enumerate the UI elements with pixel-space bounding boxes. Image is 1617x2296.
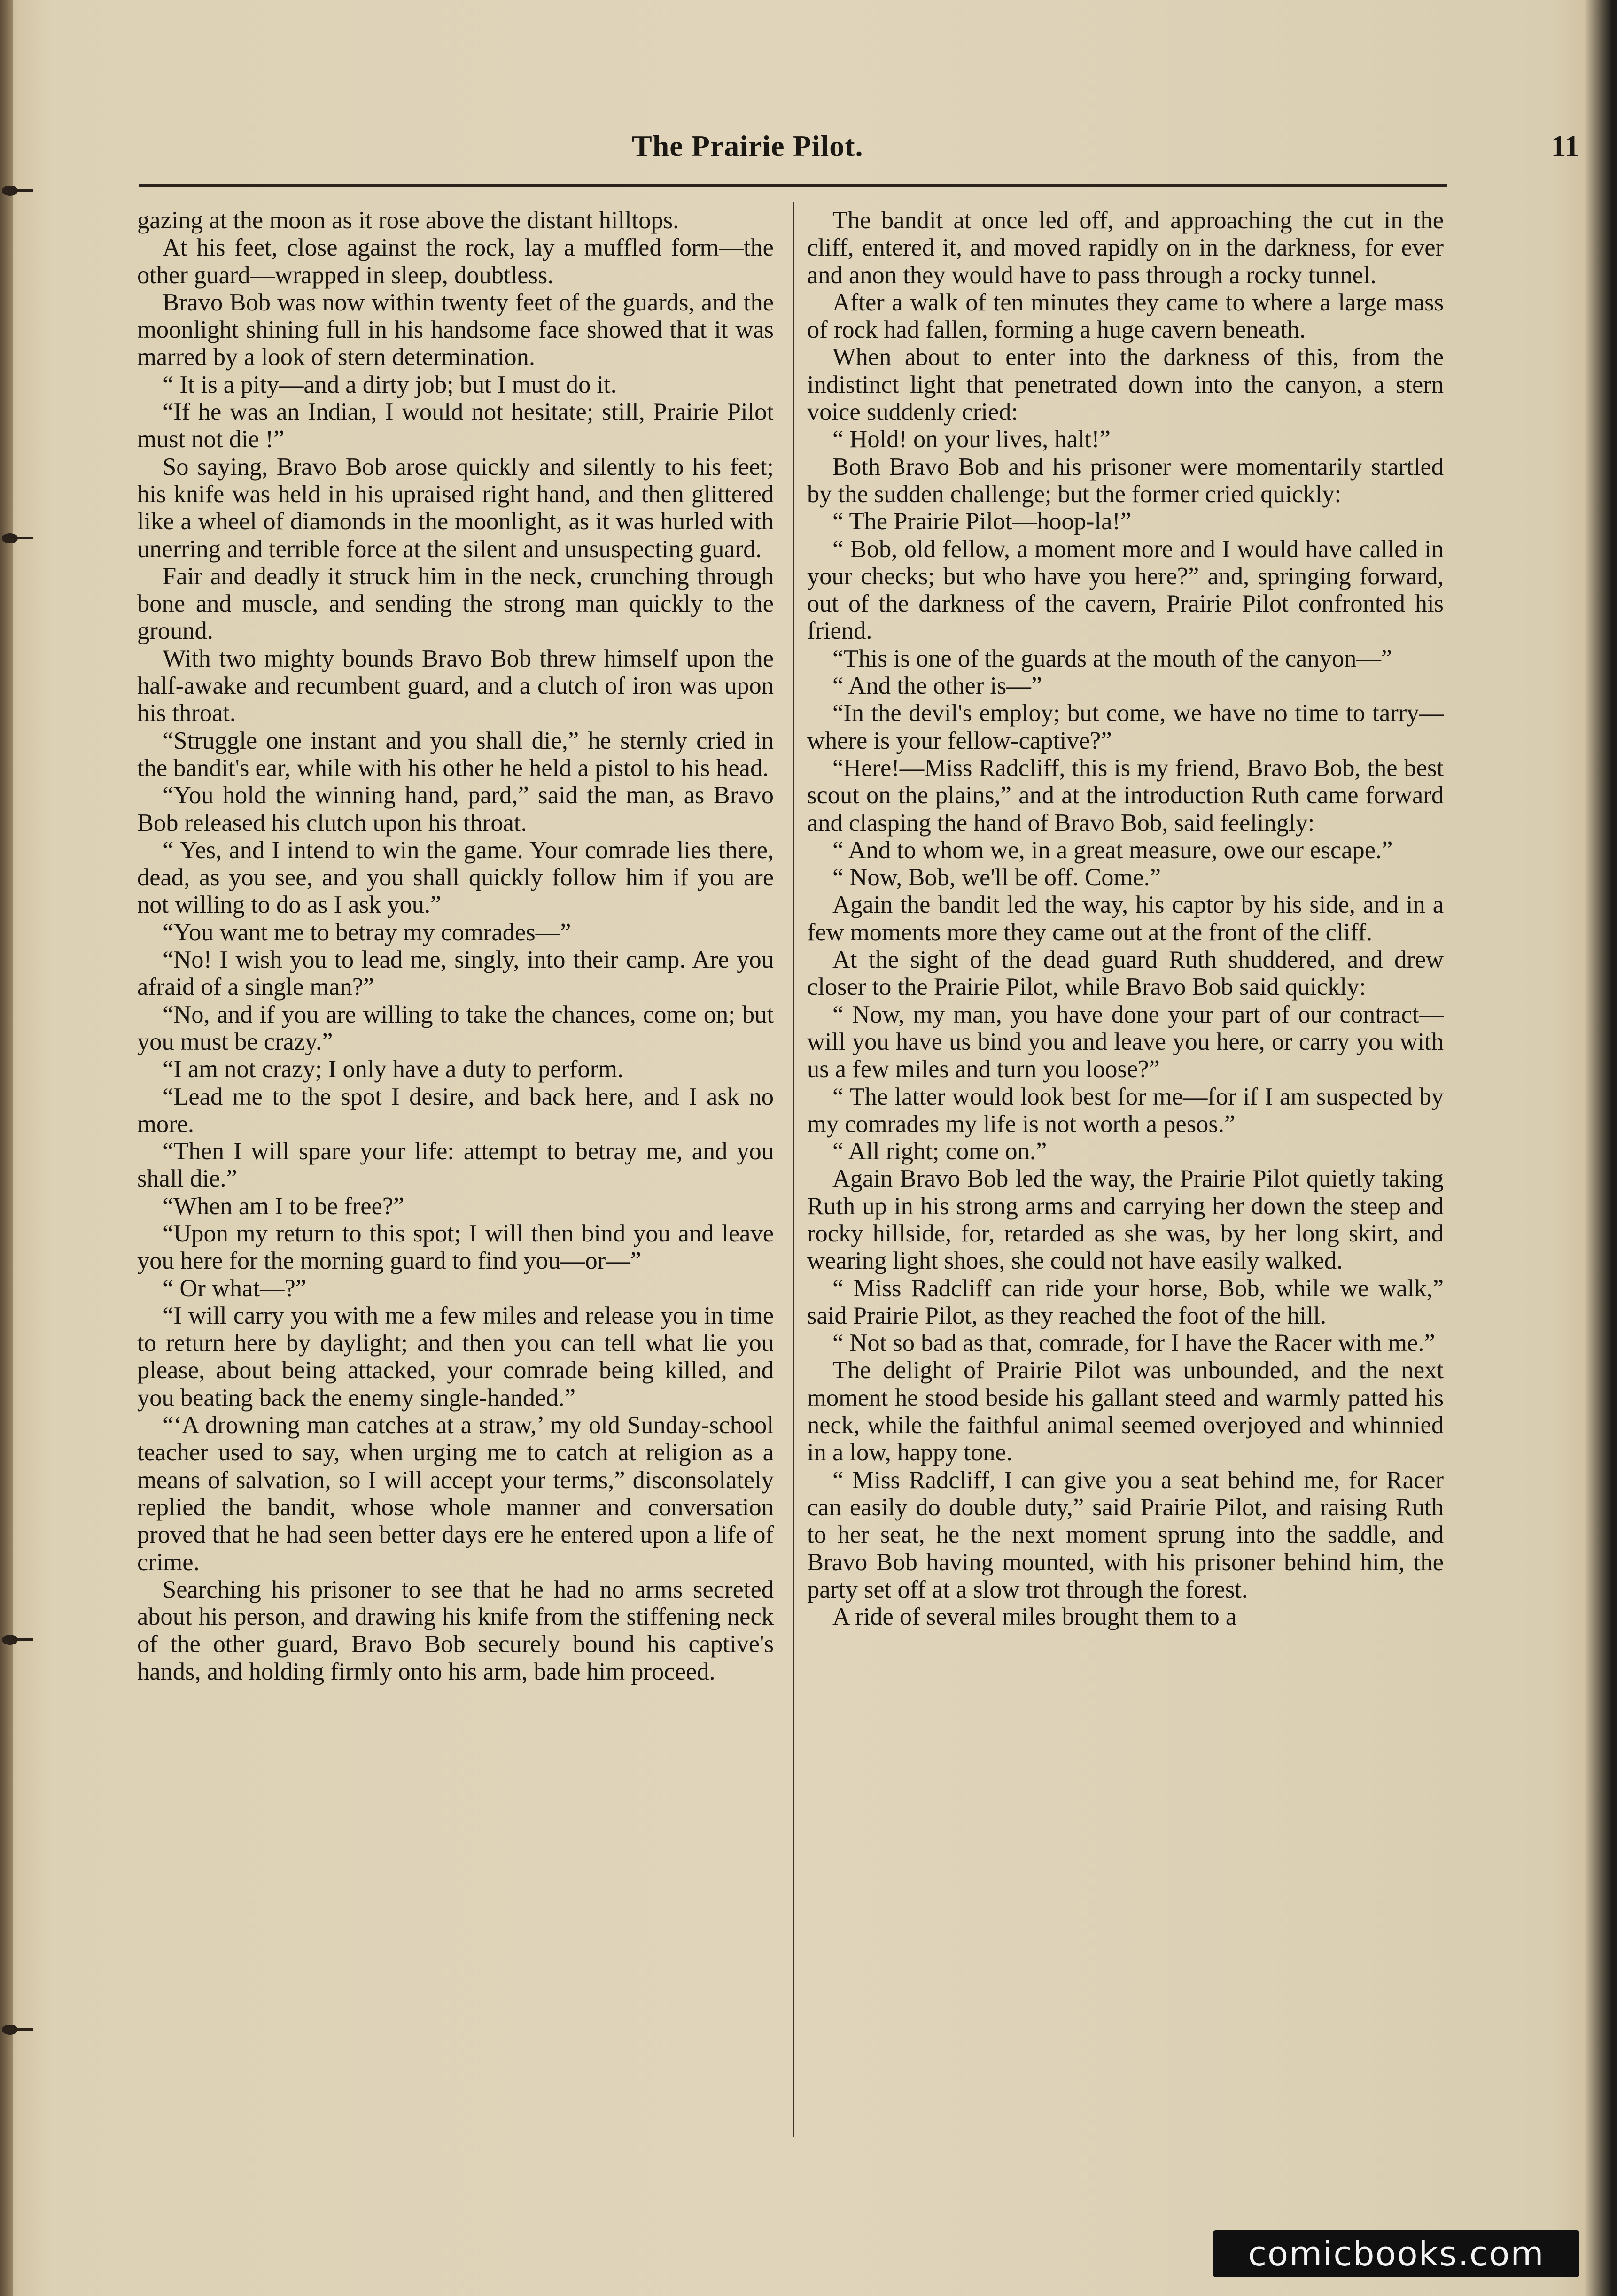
paragraph: So saying, Bravo Bob arose quickly and silently to his feet; his knife was held in his upraised right hand, and then glittered like a wheel of diamonds in the moonlight, as it was hurled with unerring and terrible force at the silent and unsuspecting guard. (137, 453, 774, 563)
paragraph: “ The Prairie Pilot—hoop-la!” (832, 508, 1132, 535)
page-binding-edge (0, 0, 13, 2296)
paragraph: When about to enter into the darkness of this, from the indistinct light that penetrated down into the canyon, a stern voice suddenly cried: (807, 343, 1444, 426)
paragraph: “ Now, Bob, we'll be off. Come.” (832, 864, 1161, 892)
page-edge-shadow (1584, 0, 1617, 2296)
paragraph: The bandit at once led off, and approaching the cut in the cliff, entered it, and moved rapidly on in the darkness, for ever and anon they would have to pass through a rocky tunnel. (807, 207, 1444, 289)
paragraph: “In the devil's employ; but come, we have no time to tarry—where is your fellow-captive?” (807, 699, 1444, 754)
paragraph: Bravo Bob was now within twenty feet of the guards, and the moonlight shining full in his handsome face showed that it was marred by a look of stern determination. (137, 288, 774, 371)
paragraph: “ Miss Radcliff, I can give you a seat behind me, for Racer can easily do double duty,” said Prairie Pilot, and raising Ruth to her seat, he the next moment sprung into the saddle, and Bravo Bob having mounted, with his prisoner behind him, the party set off at a slow trot through the forest. (807, 1466, 1444, 1603)
paragraph: “ The latter would look best for me—for if I am suspected by my comrades my life is not worth a pesos.” (807, 1083, 1444, 1138)
paragraph: With two mighty bounds Bravo Bob threw himself upon the half-awake and recumbent guard, and a clutch of iron was upon his throat. (137, 644, 774, 727)
paragraph: A ride of several miles brought them to a (832, 1603, 1237, 1631)
paragraph: “No! I wish you to lead me, singly, into their camp. Are you afraid of a single man?” (137, 946, 774, 1001)
paragraph: “I am not crazy; I only have a duty to perform. (163, 1055, 624, 1083)
paragraph: “ And the other is—” (832, 672, 1042, 700)
page-number: 11 (1551, 129, 1579, 163)
header-rule (139, 184, 1447, 187)
paragraph: “You hold the winning hand, pard,” said the man, as Bravo Bob released his clutch upon his throat. (137, 782, 774, 837)
paragraph: At the sight of the dead guard Ruth shuddered, and drew closer to the Prairie Pilot, while Bravo Bob said quickly: (807, 946, 1444, 1001)
paragraph: “ Miss Radcliff can ride your horse, Bob, while we walk,” said Prairie Pilot, as they reached the foot of the hill. (807, 1274, 1444, 1329)
paragraph: Searching his prisoner to see that he had no arms secreted about his person, and drawing his knife from the stiffening neck of the other guard, Bravo Bob securely bound his captive's hands, and holding firmly onto his arm, bade him proceed. (137, 1575, 774, 1685)
binding-staple (2, 186, 18, 196)
paragraph: “Lead me to the spot I desire, and back here, and I ask no more. (137, 1083, 774, 1138)
paragraph: At his feet, close against the rock, lay a muffled form—the other guard—wrapped in sleep, doubtless. (137, 234, 774, 289)
paragraph: “I will carry you with me a few miles and release you in time to return here by daylight; and then you can tell what lie you please, about being attacked, your comrade being killed, and you beating back the enemy single-handed.” (137, 1302, 774, 1412)
paragraph: The delight of Prairie Pilot was unbounded, and the next moment he stood beside his gallant steed and warmly patted his neck, while the faithful animal seemed overjoyed and whinnied in a low, happy tone. (807, 1357, 1444, 1466)
paragraph: Again the bandit led the way, his captor by his side, and in a few moments more they came out at the front of the cliff. (807, 891, 1444, 946)
paragraph: gazing at the moon as it rose above the distant hilltops. (137, 207, 679, 234)
paragraph: “When am I to be free?” (163, 1192, 404, 1220)
paragraph: “ Not so bad as that, comrade, for I have the Racer with me.” (832, 1329, 1435, 1357)
paragraph: “Struggle one instant and you shall die,” he sternly cried in the bandit's ear, while with his other he held a pistol to his head. (137, 727, 774, 782)
binding-staple (2, 2025, 18, 2035)
paragraph: “ Yes, and I intend to win the game. Your comrade lies there, dead, as you see, and you shall quickly follow him if you are not willing to do as I ask you.” (137, 836, 774, 919)
paragraph: “If he was an Indian, I would not hesitate; still, Prairie Pilot must not die !” (137, 398, 774, 453)
paragraph: “You want me to betray my comrades—” (163, 918, 571, 946)
running-header (141, 126, 1579, 169)
paragraph: “‘A drowning man catches at a straw,’ my old Sunday-school teacher used to say, when urging me to catch at religion as a means of salvation, so I will accept your terms,” disconsolately replied the bandit, whose whole manner and conversation proved that he had seen better days ere he entered upon a life of crime. (137, 1412, 774, 1576)
paragraph: Again Bravo Bob led the way, the Prairie Pilot quietly taking Ruth up in his strong arms and carrying her down the steep and rocky hillside, for, retarded as she was, by her long skirt, and wearing light shoes, she could not have easily walked. (807, 1165, 1444, 1275)
running-title: The Prairie Pilot. (632, 129, 863, 163)
left-column (137, 207, 774, 2161)
binding-staple (2, 533, 18, 543)
paragraph: After a walk of ten minutes they came to where a large mass of rock had fallen, forming a huge cavern beneath. (807, 288, 1444, 344)
paragraph: “ Bob, old fellow, a moment more and I would have called in your checks; but who have you here?” and, springing forward, out of the darkness of the cavern, Prairie Pilot confronted his friend. (807, 535, 1444, 645)
paragraph: Both Bravo Bob and his prisoner were momentarily startled by the sudden challenge; but the former cried quickly: (807, 453, 1444, 508)
paragraph: “ Now, my man, you have done your part of our contract—will you have us bind you and leave you here, or carry you with us a few miles and turn you loose?” (807, 1001, 1444, 1083)
paragraph: “ Or what—?” (163, 1274, 307, 1302)
right-column (807, 207, 1444, 2161)
site-watermark (1213, 2230, 1579, 2277)
paragraph: “Upon my return to this spot; I will then bind you and leave you here for the morning guard to find you—or—” (137, 1219, 774, 1275)
paragraph: Fair and deadly it struck him in the neck, crunching through bone and muscle, and sending the strong man quickly to the ground. (137, 562, 774, 645)
paragraph: “ It is a pity—and a dirty job; but I must do it. (163, 371, 617, 398)
paragraph: “This is one of the guards at the mouth of the canyon—” (832, 644, 1392, 672)
paragraph: “ All right; come on.” (832, 1138, 1047, 1165)
paragraph: “No, and if you are willing to take the chances, come on; but you must be crazy.” (137, 1001, 774, 1055)
paragraph: “ And to whom we, in a great measure, owe our escape.” (832, 836, 1393, 864)
watermark-text: comicbooks.com (1248, 2234, 1545, 2273)
binding-staple (2, 1635, 18, 1645)
paragraph: “ Hold! on your lives, halt!” (832, 426, 1111, 453)
column-divider (793, 202, 794, 2137)
paragraph: “Then I will spare your life: attempt to betray me, and you shall die.” (137, 1138, 774, 1193)
paragraph: “Here!—Miss Radcliff, this is my friend, Bravo Bob, the best scout on the plains,” and at the introduction Ruth came forward and clasping the hand of Bravo Bob, said feelingly: (807, 754, 1444, 837)
